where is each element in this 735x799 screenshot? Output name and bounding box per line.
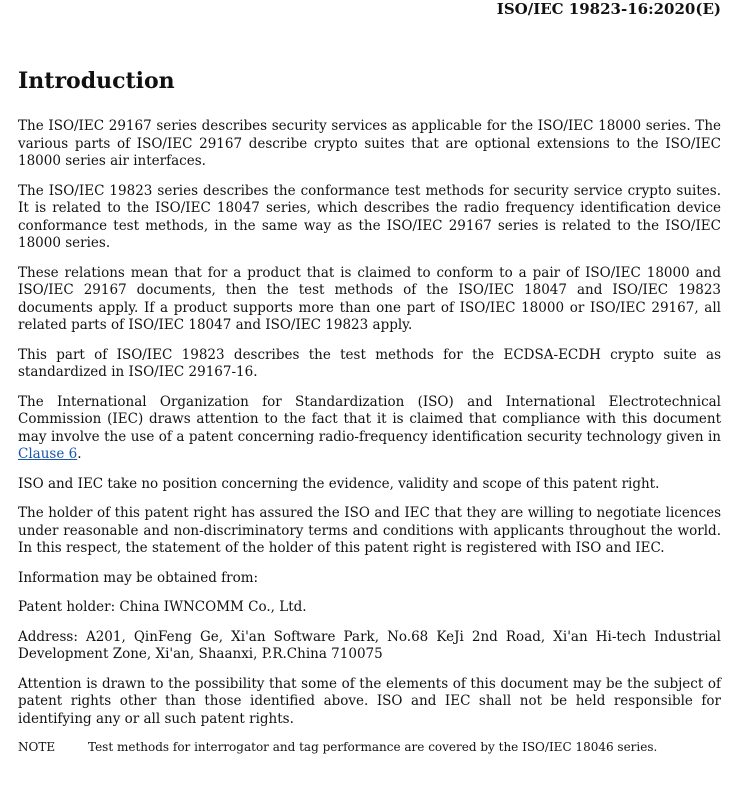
clause-6-link[interactable]: Clause 6 [18, 446, 78, 462]
document-code: ISO/IEC 19823-16:2020(E) [496, 0, 721, 18]
paragraph-patent-notice [18, 394, 721, 464]
paragraph-address: Address: A201, QinFeng Ge, Xi'an Software Park, No.68 KeJi 2nd Road, Xi'an Hi-tech Industrial Development Zone, Xi'an, Shaanxi, P.R.China 710075 [18, 628, 721, 662]
paragraph-relations: These relations mean that for a product that is claimed to conform to a pair of ISO/IEC 18000 and ISO/IEC 29167 documents, then the test methods of the ISO/IEC 18047 and ISO/IEC 19823 documents apply. If a product supports more than one part of ISO/IEC 18000 or ISO/IEC 29167, all related parts of ISO/IEC 18047 and ISO/IEC 19823 apply. [18, 264, 721, 333]
body-text [18, 118, 721, 755]
section-title: Introduction [18, 68, 175, 94]
note-text: Test methods for interrogator and tag performance are covered by the ISO/IEC 18046 series. [88, 740, 658, 754]
paragraph-holder-assurance: The holder of this patent right has assured the ISO and IEC that they are willing to negotiate licences under reasonable and non-discriminatory terms and conditions with applicants throughout the world. In this respect, the statement of the holder of this patent right is registered with ISO and IEC. [18, 505, 721, 556]
patent-notice-end: . [77, 446, 82, 462]
paragraph-information: Information may be obtained from: [18, 569, 259, 586]
paragraph-conformance-methods: The ISO/IEC 19823 series describes the conformance test methods for security service crypto suites. It is related to the ISO/IEC 18047 series, which describes the radio frequency identification device conformance test methods, in the same way as the ISO/IEC 29167 series is related to the ISO/IEC 18000 series. [18, 182, 721, 251]
patent-notice-text: The International Organization for Standardization (ISO) and International Electrotechnical Commission (IEC) draws attention to the fact that it is claimed that compliance with this document may involve the use of a patent concerning radio-frequency identification security technology given in [18, 393, 721, 445]
paragraph-scope: This part of ISO/IEC 19823 describes the test methods for the ECDSA-ECDH crypto suite as standardized in ISO/IEC 29167-16. [18, 346, 721, 380]
note-label: NOTE [18, 740, 56, 754]
paragraph-no-position: ISO and IEC take no position concerning the evidence, validity and scope of this patent right. [18, 475, 660, 492]
paragraph-series-overview: The ISO/IEC 29167 series describes security services as applicable for the ISO/IEC 18000 series. The various parts of ISO/IEC 29167 describe crypto suites that are optional extensions to the ISO/IEC 18000 series air interfaces. [18, 118, 721, 169]
paragraph-attention: Attention is drawn to the possibility that some of the elements of this document may be the subject of patent rights other than those identified above. ISO and IEC shall not be held responsible for identifying any or all such patent rights. [18, 675, 721, 727]
note [18, 739, 721, 755]
paragraph-patent-holder: Patent holder: China IWNCOMM Co., Ltd. [18, 599, 307, 615]
